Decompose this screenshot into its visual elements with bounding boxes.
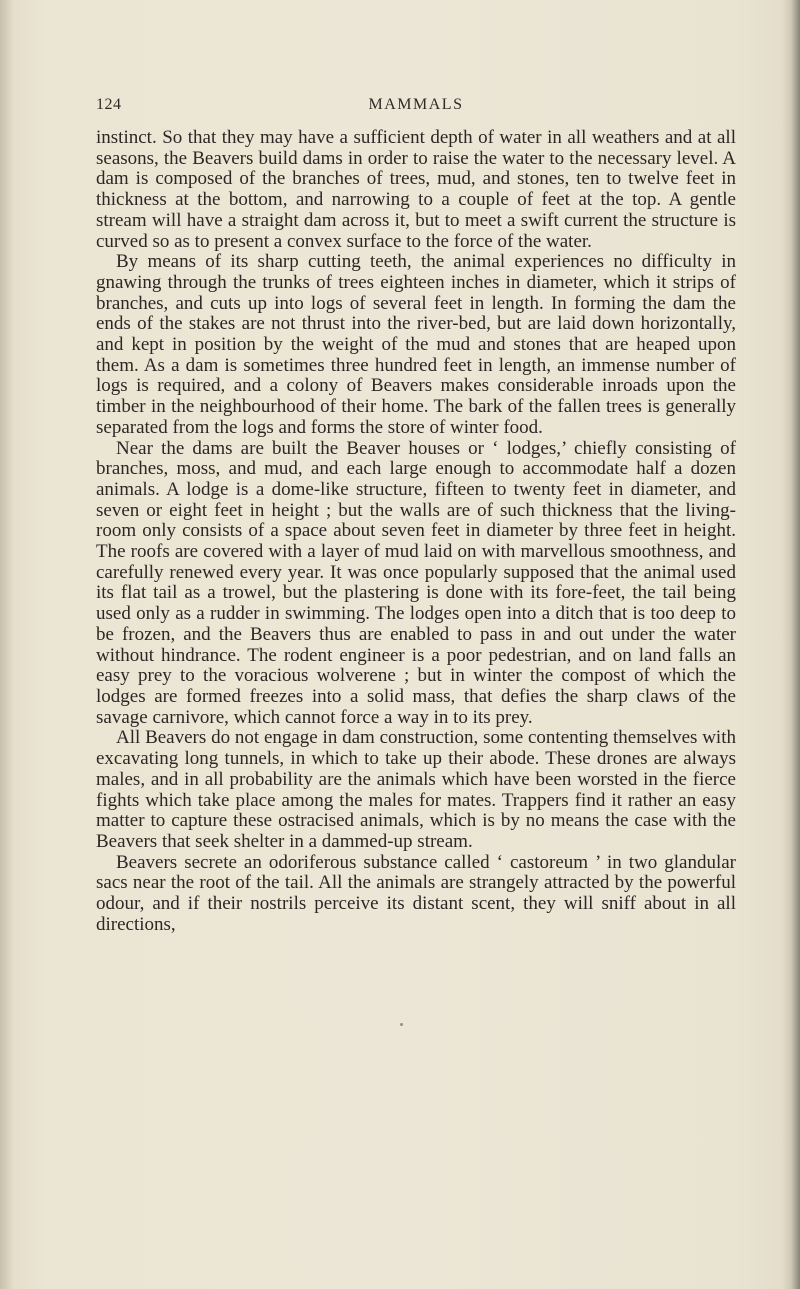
paragraph: Beavers secrete an odoriferous substance called ‘ castoreum ’ in two glandular sacs near the root of the tail. All the animals are strangely attracted by the powerful odour, and if their nostrils perceive its distant scent, they will sniff about in all directions, xyxy=(96,851,736,935)
page-gutter-shadow xyxy=(0,0,14,1289)
paper-speck xyxy=(400,1023,403,1026)
body-text xyxy=(96,128,736,935)
page-edge-shadow xyxy=(782,0,800,1289)
paragraph: All Beavers do not engage in dam construction, some contenting themselves with excavating long tunnels, in which to take up their abode. These drones are always males, and in all probability are the animals which have been worsted in the fierce fights which take place among the males for mates. Trappers find it rather an easy matter to capture these ostracised animals, which is by no means the case with the Beavers that seek shelter in a dammed-up stream. xyxy=(96,727,736,852)
page-header xyxy=(96,96,736,118)
paragraph: instinct. So that they may have a sufficient depth of water in all weathers and at all seasons, the Beavers build dams in order to raise the water to the necessary level. A dam is composed of the branches of trees, mud, and stones, ten to twelve feet in thickness at the bottom, and narrowing to a couple of feet at the top. A gentle stream will have a straight dam across it, but to meet a swift current the structure is curved so as to present a convex surface to the force of the water. xyxy=(96,127,736,252)
paragraph: Near the dams are built the Beaver houses or ‘ lodges,’ chiefly consisting of branches, moss, and mud, and each large enough to accommodate half a dozen animals. A lodge is a dome-like structure, fifteen to twenty feet in diameter, and seven or eight feet in height ; but the walls are of such thickness that the living-room only consists of a space about seven feet in diameter by three feet in height. The roofs are covered with a layer of mud laid on with marvellous smoothness, and carefully renewed every year. It was once popularly supposed that the animal used its flat tail as a trowel, but the plastering is done with its fore-feet, the tail being used only as a rudder in swimming. The lodges open into a ditch that is too deep to be frozen, and the Beavers thus are enabled to pass in and out under the water without hindrance. The rodent engineer is a poor pedestrian, and on land falls an easy prey to the voracious wolverene ; but in winter the compost of which the lodges are formed freezes into a solid mass, that defies the sharp claws of the savage carnivore, which cannot force a way in to its prey. xyxy=(96,437,736,728)
running-head: MAMMALS xyxy=(368,96,464,113)
paragraph: By means of its sharp cutting teeth, the animal experiences no difficulty in gnawing through the trunks of trees eighteen inches in diameter, which it strips of branches, and cuts up into logs of several feet in length. In forming the dam the ends of the stakes are not thrust into the river-bed, but are laid down horizontally, and kept in position by the weight of the mud and stones that are heaped upon them. As a dam is sometimes three hundred feet in length, an immense number of logs is required, and a colony of Beavers makes considerable inroads upon the timber in the neighbourhood of their home. The bark of the fallen trees is generally separated from the logs and forms the store of winter food. xyxy=(96,251,736,438)
page-number: 124 xyxy=(96,96,122,113)
